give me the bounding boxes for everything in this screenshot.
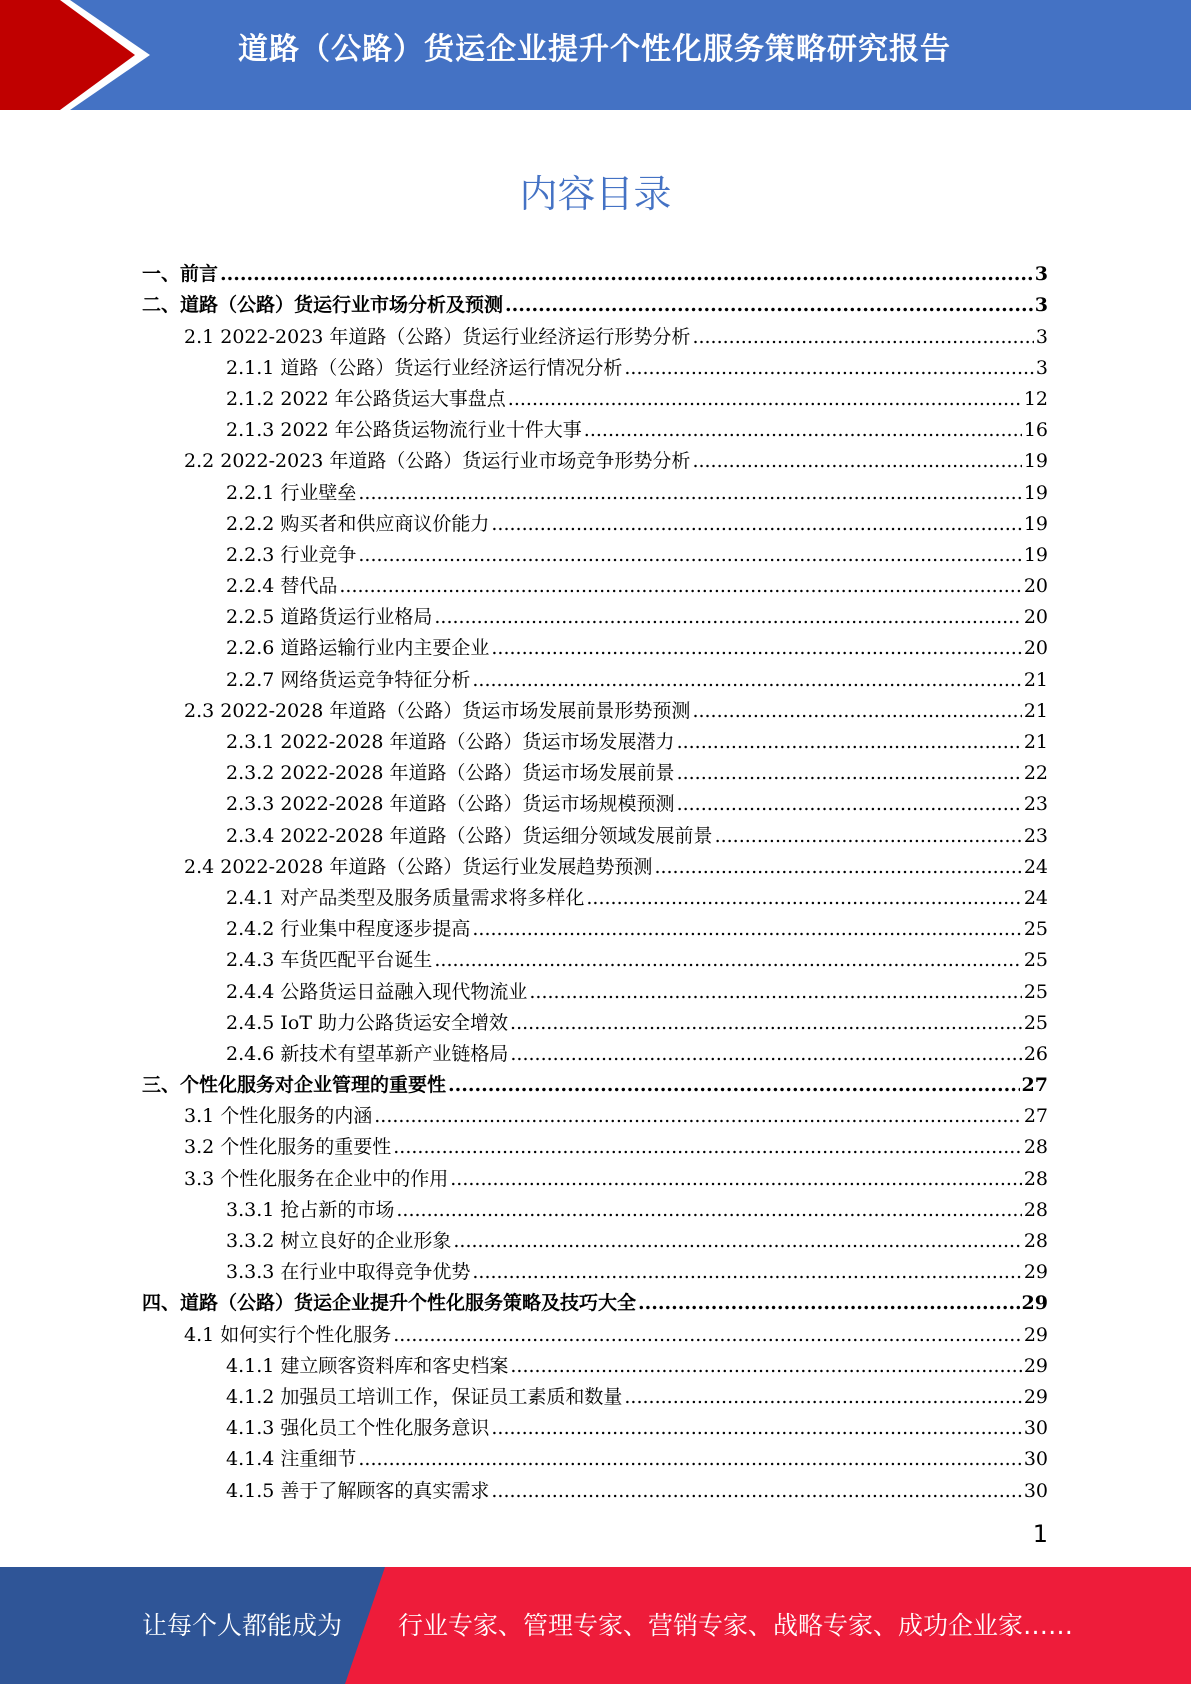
toc-entry-title: 4.1 如何实行个性化服务 (184, 1323, 392, 1346)
toc-entry[interactable] (142, 815, 1048, 846)
toc-leader-dots (393, 1324, 1022, 1346)
toc-entry-title: 2.3.4 2022-2028 年道路（公路）货运细分领域发展前景 (226, 824, 713, 847)
toc-entry[interactable] (142, 691, 1048, 722)
toc-entry[interactable] (142, 348, 1048, 379)
toc-entry-page: 25 (1023, 980, 1048, 1003)
toc-entry-page: 20 (1023, 575, 1048, 598)
toc-leader-dots (677, 731, 1022, 753)
toc-entry[interactable] (142, 722, 1048, 753)
toc-leader-dots (358, 544, 1021, 566)
toc-entry-title: 2.3.3 2022-2028 年道路（公路）货运市场规模预测 (226, 793, 675, 816)
toc-leader-dots (692, 450, 1021, 472)
toc-entry-page: 30 (1023, 1448, 1048, 1471)
toc-leader-dots (638, 1292, 1020, 1314)
toc-entry-title: 4.1.4 注重细节 (226, 1448, 357, 1471)
toc-leader-dots (654, 856, 1021, 878)
toc-entry[interactable] (142, 1252, 1048, 1283)
toc-entry[interactable] (142, 597, 1048, 628)
toc-entry-page: 24 (1023, 855, 1048, 878)
toc-entry[interactable] (142, 316, 1048, 347)
toc-leader-dots (491, 637, 1021, 659)
toc-entry-title: 2.1.1 道路（公路）货运行业经济运行情况分析 (226, 356, 623, 379)
toc-leader-dots (453, 1230, 1021, 1252)
toc-entry-page: 25 (1023, 949, 1048, 972)
toc-entry-page: 30 (1023, 1417, 1048, 1440)
toc-leader-dots (220, 263, 1033, 285)
toc-entry-title: 三、个性化服务对企业管理的重要性 (142, 1074, 447, 1097)
toc-entry[interactable] (142, 909, 1048, 940)
toc-entry[interactable] (142, 441, 1048, 472)
toc-entry-page: 29 (1023, 1261, 1048, 1284)
toc-entry[interactable] (142, 1346, 1048, 1377)
toc-leader-dots (692, 700, 1021, 722)
toc-entry-page: 20 (1023, 606, 1048, 629)
toc-entry-page: 26 (1023, 1042, 1048, 1065)
toc-leader-dots (339, 575, 1021, 597)
toc-entry-page: 28 (1023, 1167, 1048, 1190)
toc-entry-title: 2.2.4 替代品 (226, 575, 338, 598)
toc-leader-dots (508, 388, 1022, 410)
toc-entry[interactable] (142, 1377, 1048, 1408)
toc-leader-dots (448, 1074, 1020, 1096)
toc-entry-page: 21 (1023, 731, 1048, 753)
toc-entry-title: 3.3.3 在行业中取得竞争优势 (226, 1261, 471, 1284)
toc-entry-title: 2.3.2 2022-2028 年道路（公路）货运市场发展前景 (226, 762, 675, 785)
toc-entry[interactable] (142, 566, 1048, 597)
toc-leader-dots (374, 1105, 1022, 1127)
toc-entry[interactable] (142, 504, 1048, 535)
toc-leader-dots (584, 419, 1022, 441)
toc-entry-page: 19 (1023, 450, 1048, 473)
toc-entry-title: 4.1.5 善于了解顾客的真实需求 (226, 1479, 490, 1502)
toc-entry-page: 19 (1023, 543, 1048, 566)
toc-entry-page: 3 (1034, 294, 1048, 317)
toc-leader-dots (434, 606, 1021, 628)
toc-entry[interactable] (142, 1158, 1048, 1189)
toc-entry[interactable] (142, 1190, 1048, 1221)
toc-entry-title: 3.3.2 树立良好的企业形象 (226, 1230, 452, 1252)
toc-entry-page: 20 (1023, 637, 1048, 660)
toc-entry-title: 2.2.3 行业竞争 (226, 543, 357, 566)
toc-entry[interactable] (142, 1408, 1048, 1439)
toc-entry[interactable] (142, 472, 1048, 503)
toc-entry[interactable] (142, 535, 1048, 566)
toc-entry[interactable] (142, 659, 1048, 690)
toc-leader-dots (491, 513, 1021, 535)
toc-entry[interactable] (142, 971, 1048, 1002)
toc-entry[interactable] (142, 940, 1048, 971)
toc-leader-dots (677, 762, 1022, 784)
toc-entry-title: 2.4.3 车货匹配平台诞生 (226, 949, 433, 972)
toc-entry-title: 2.4.6 新技术有望革新产业链格局 (226, 1042, 509, 1065)
toc-entry[interactable] (142, 379, 1048, 410)
toc-entry-title: 2.2.7 网络货运竞争特征分析 (226, 668, 471, 691)
toc-entry-page: 29 (1021, 1292, 1048, 1315)
toc-entry[interactable] (142, 285, 1048, 316)
toc-leader-dots (472, 1261, 1021, 1283)
footer-band (0, 1567, 1191, 1684)
toc-entry-page: 23 (1023, 824, 1048, 847)
toc-entry-page: 29 (1023, 1354, 1048, 1377)
toc-entry-page: 23 (1023, 793, 1048, 816)
toc-entry-page: 21 (1023, 668, 1048, 691)
toc-leader-dots (715, 825, 1022, 847)
table-of-contents (142, 254, 1048, 1502)
toc-entry-title: 2.2.1 行业壁垒 (226, 481, 357, 504)
toc-entry-title: 3.1 个性化服务的内涵 (184, 1105, 373, 1128)
toc-entry-title: 4.1.1 建立顾客资料库和客史档案 (226, 1354, 509, 1377)
toc-entry-title: 2.4.5 IoT 助力公路货运安全增效 (226, 1011, 509, 1034)
toc-entry-title: 3.2 个性化服务的重要性 (184, 1136, 392, 1159)
toc-leader-dots (472, 669, 1021, 691)
toc-entry-title: 2.2.5 道路货运行业格局 (226, 606, 433, 629)
toc-leader-dots (434, 949, 1021, 971)
toc-entry-page: 28 (1023, 1230, 1048, 1252)
toc-leader-dots (624, 357, 1034, 379)
toc-entry-title: 2.1.2 2022 年公路货运大事盘点 (226, 387, 506, 410)
toc-entry-page: 27 (1021, 1074, 1048, 1097)
toc-leader-dots (396, 1199, 1021, 1221)
toc-leader-dots (393, 1136, 1022, 1158)
page-number: 1 (1032, 1520, 1048, 1548)
toc-leader-dots (510, 1355, 1021, 1377)
toc-entry[interactable] (142, 1470, 1048, 1501)
report-title: 道路（公路）货运企业提升个性化服务策略研究报告 (238, 32, 951, 67)
toc-entry[interactable] (142, 254, 1048, 285)
toc-entry[interactable] (142, 847, 1048, 878)
toc-entry-title: 4.1.3 强化员工个性化服务意识 (226, 1417, 490, 1440)
toc-leader-dots (491, 1417, 1021, 1439)
toc-entry[interactable] (142, 784, 1048, 815)
toc-entry-page: 12 (1023, 387, 1048, 410)
toc-entry-page: 25 (1023, 918, 1048, 941)
toc-entry[interactable] (142, 1096, 1048, 1127)
toc-leader-dots (510, 1012, 1022, 1034)
toc-entry-title: 3.3.1 抢占新的市场 (226, 1198, 395, 1221)
toc-entry-title: 2.4.2 行业集中程度逐步提高 (226, 918, 471, 941)
toc-entry-title: 2.2 2022-2023 年道路（公路）货运行业市场竞争形势分析 (184, 450, 691, 473)
toc-entry[interactable] (142, 878, 1048, 909)
toc-entry-page: 22 (1023, 762, 1048, 785)
toc-entry-title: 二、道路（公路）货运行业市场分析及预测 (142, 294, 504, 317)
toc-leader-dots (450, 1168, 1022, 1190)
toc-entry[interactable] (142, 753, 1048, 784)
toc-entry-page: 3 (1035, 356, 1048, 379)
toc-entry[interactable] (142, 1221, 1048, 1252)
toc-entry[interactable] (142, 410, 1048, 441)
toc-entry-title: 2.4 2022-2028 年道路（公路）货运行业发展趋势预测 (184, 855, 653, 878)
toc-entry-title: 四、道路（公路）货运企业提升个性化服务策略及技巧大全 (142, 1292, 637, 1315)
toc-entry-page: 29 (1023, 1323, 1048, 1346)
toc-entry-title: 2.2.2 购买者和供应商议价能力 (226, 512, 490, 535)
toc-entry-page: 21 (1023, 699, 1048, 722)
toc-entry[interactable] (142, 1127, 1048, 1158)
toc-entry-title: 2.3.1 2022-2028 年道路（公路）货运市场发展潜力 (226, 731, 675, 753)
toc-entry[interactable] (142, 1003, 1048, 1034)
toc-entry-title: 2.2.6 道路运输行业内主要企业 (226, 637, 490, 660)
toc-leader-dots (624, 1386, 1021, 1408)
toc-leader-dots (505, 294, 1033, 316)
toc-entry-title: 2.1 2022-2023 年道路（公路）货运行业经济运行形势分析 (184, 325, 691, 348)
toc-entry-page: 28 (1023, 1198, 1048, 1221)
toc-entry[interactable] (142, 1439, 1048, 1470)
toc-entry-page: 24 (1023, 886, 1048, 909)
footer-slogan-right: 行业专家、管理专家、营销专家、战略专家、成功企业家…… (398, 1611, 1074, 1640)
toc-entry-title: 2.1.3 2022 年公路货运物流行业十件大事 (226, 419, 582, 442)
toc-leader-dots (510, 1043, 1021, 1065)
toc-leader-dots (472, 918, 1021, 940)
toc-entry-title: 3.3 个性化服务在企业中的作用 (184, 1167, 449, 1190)
toc-leader-dots (677, 793, 1022, 815)
header-band (0, 0, 1191, 110)
toc-entry-page: 28 (1023, 1136, 1048, 1159)
toc-entry-page: 29 (1023, 1385, 1048, 1408)
toc-entry[interactable] (142, 628, 1048, 659)
toc-entry[interactable] (142, 1283, 1048, 1314)
toc-entry-title: 一、前言 (142, 263, 219, 286)
toc-leader-dots (586, 887, 1021, 909)
toc-entry-page: 19 (1023, 512, 1048, 535)
toc-entry[interactable] (142, 1314, 1048, 1345)
toc-entry-page: 3 (1035, 325, 1048, 348)
toc-entry-page: 30 (1023, 1479, 1048, 1502)
toc-entry-page: 19 (1023, 481, 1048, 504)
toc-entry[interactable] (142, 1065, 1048, 1096)
footer-slogan-left: 让每个人都能成为 (142, 1611, 343, 1640)
toc-entry-page: 25 (1023, 1011, 1048, 1034)
toc-entry-title: 4.1.2 加强员工培训工作，保证员工素质和数量 (226, 1385, 623, 1408)
toc-entry[interactable] (142, 1034, 1048, 1065)
toc-entry-title: 2.3 2022-2028 年道路（公路）货运市场发展前景形势预测 (184, 699, 691, 722)
toc-leader-dots (358, 482, 1021, 504)
toc-leader-dots (491, 1480, 1021, 1502)
toc-heading: 内容目录 (519, 172, 672, 216)
toc-leader-dots (358, 1448, 1021, 1470)
toc-entry-title: 2.4.4 公路货运日益融入现代物流业 (226, 980, 528, 1003)
toc-entry-page: 16 (1023, 419, 1048, 442)
toc-leader-dots (692, 326, 1033, 348)
toc-entry-page: 27 (1023, 1105, 1048, 1128)
toc-entry-page: 3 (1034, 263, 1048, 286)
toc-leader-dots (529, 981, 1021, 1003)
toc-entry-title: 2.4.1 对产品类型及服务质量需求将多样化 (226, 886, 585, 909)
